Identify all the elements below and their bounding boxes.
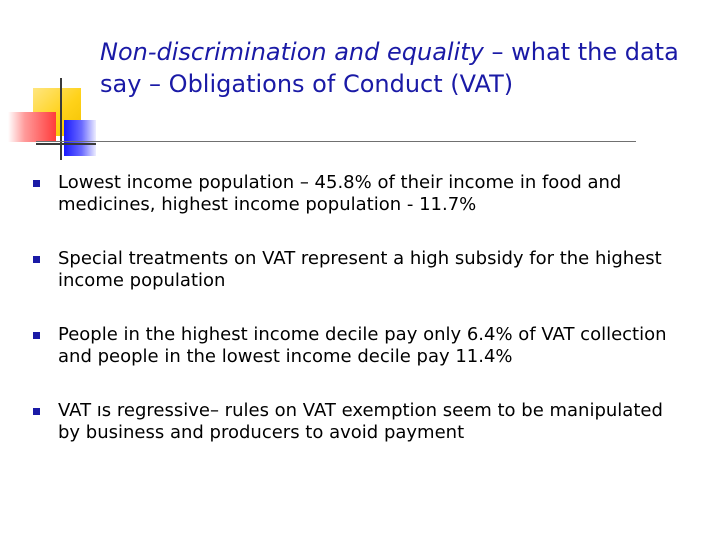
square-bullet-icon [33, 332, 40, 339]
bullet-item [30, 248, 690, 292]
square-bullet-icon [33, 408, 40, 415]
bullet-text: VAT ıs regressive– rules on VAT exemption seem to be manipulated by business and producers to avoid payment [58, 400, 663, 443]
bullet-text: Lowest income population – 45.8% of their income in food and medicines, highest income population - 11.7% [58, 172, 622, 215]
bullet-item [30, 172, 690, 216]
bullet-item [30, 400, 690, 444]
square-bullet-icon [33, 256, 40, 263]
slide-title-italic: Non-discrimination and equality [100, 38, 484, 66]
slide-title [100, 36, 700, 100]
horizontal-line-decoration [36, 143, 96, 145]
slide-title-rest: – what the data say – Obligations of Conduct (VAT) [100, 38, 679, 98]
bullet-list [30, 172, 690, 476]
square-bullet-icon [33, 180, 40, 187]
red-square-decoration [8, 112, 56, 142]
vertical-line-decoration [60, 78, 62, 160]
bullet-text: Special treatments on VAT represent a high subsidy for the highest income population [58, 248, 662, 291]
bullet-item [30, 324, 690, 368]
title-underline [36, 141, 636, 142]
blue-square-decoration [64, 120, 96, 156]
bullet-text: People in the highest income decile pay only 6.4% of VAT collection and people in the lowest income decile pay 11.4% [58, 324, 667, 367]
